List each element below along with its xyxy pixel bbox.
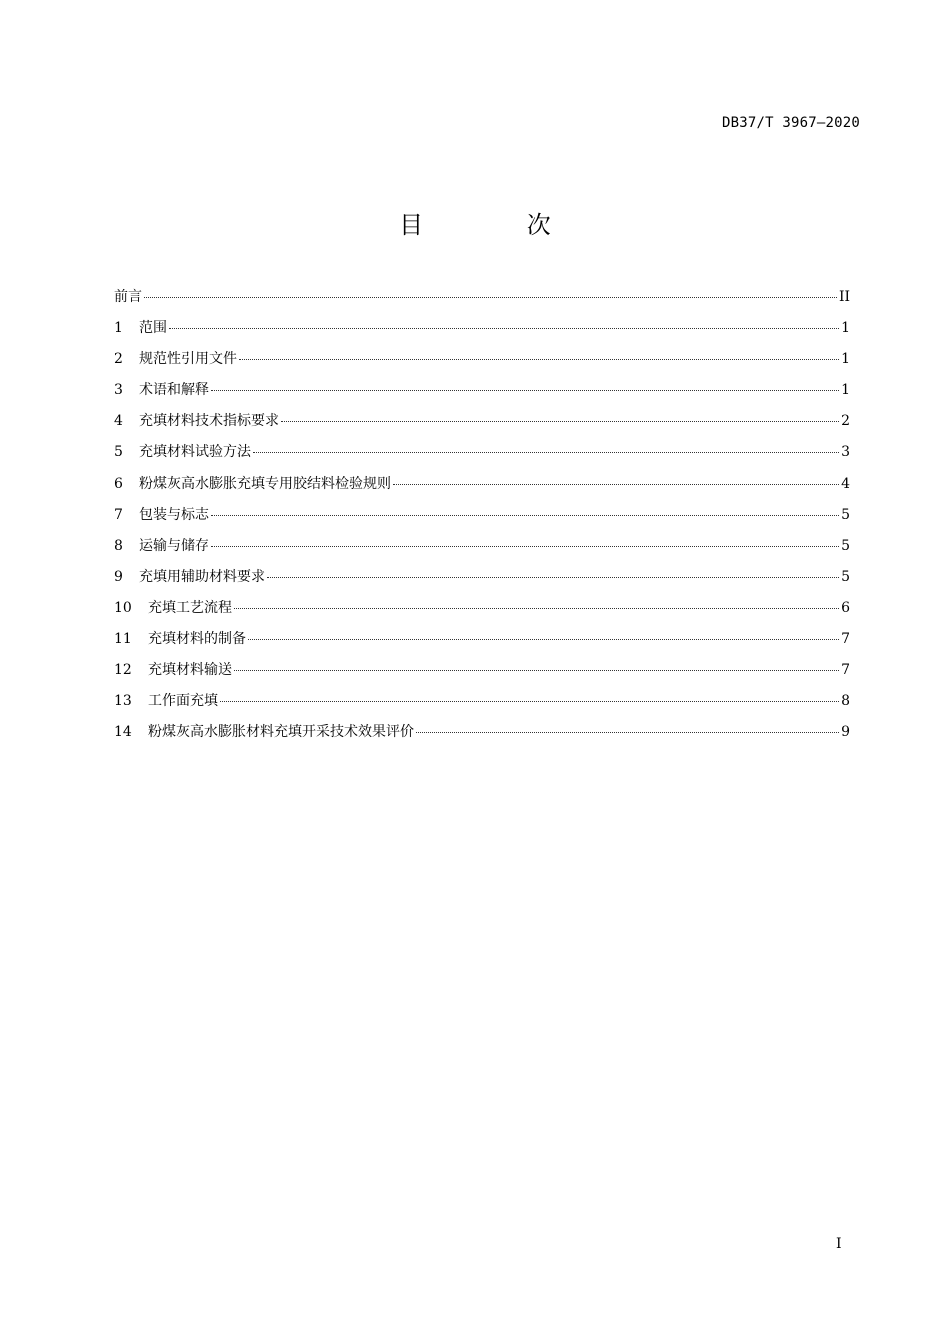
toc-entry-2[interactable] [114,348,850,379]
toc-entry-label: 充填材料的制备 [148,631,246,648]
toc-leader-dots [393,483,839,485]
toc-entry-page: 5 [841,506,850,523]
toc-entry-page: 4 [841,475,850,492]
toc-entry-7[interactable] [114,504,850,535]
toc-entry-5[interactable] [114,441,850,472]
toc-entry-label: 术语和解释 [139,382,209,399]
toc-entry-9[interactable] [114,566,850,597]
toc-entry-page: 8 [841,693,850,710]
toc-entry-number: 5 [114,444,123,461]
toc-entry-page: 3 [841,444,850,461]
toc-entry-page: 5 [841,568,850,585]
toc-leader-dots [220,700,839,702]
toc-entry-page: 6 [841,599,850,616]
toc-entry-number: 2 [114,351,123,368]
toc-leader-dots [253,451,839,453]
toc-leader-dots [281,420,839,422]
toc-leader-dots [267,576,839,578]
toc-entry-number: 4 [114,413,123,430]
toc-entry-page: 5 [841,537,850,554]
toc-entry-number: 11 [114,631,132,648]
toc-entry-11[interactable] [114,628,850,659]
toc-entry-number: 12 [114,662,132,679]
toc-entry-3[interactable] [114,379,850,410]
toc-entry-number: 3 [114,382,123,399]
toc-entry-label: 粉煤灰高水膨胀材料充填开采技术效果评价 [148,724,414,741]
toc-entry-number: 7 [114,506,123,523]
toc-entry-label: 运输与储存 [139,537,209,554]
toc-leader-dots [416,731,839,733]
toc-entry-number: 1 [114,320,123,337]
toc-entry-13[interactable] [114,690,850,721]
toc-entry-1[interactable] [114,317,850,348]
toc-entry-label: 前言 [114,289,142,305]
toc-leader-dots [169,327,839,329]
toc-entry-page: 1 [841,351,850,368]
toc-leader-dots [234,607,839,609]
toc-entry-number: 10 [114,599,132,616]
toc-entry-page: 1 [841,320,850,337]
toc-entry-page: II [838,289,850,305]
toc-entry-label: 粉煤灰高水膨胀充填专用胶结料检验规则 [139,475,391,492]
toc-entry-label: 充填材料试验方法 [139,444,251,461]
toc-entry-number: 13 [114,693,132,710]
document-code: DB37/T 3967—2020 [721,115,860,131]
toc-entry-label: 包装与标志 [139,506,209,523]
toc-leader-dots [248,638,839,640]
toc-leader-dots [239,358,839,360]
toc-entry-number: 14 [114,724,132,741]
toc-entry-label: 充填工艺流程 [148,599,232,616]
toc-entry-page: 2 [841,413,850,430]
toc-entry-label: 充填材料输送 [148,662,232,679]
toc-leader-dots [211,514,839,516]
toc-leader-dots [211,389,839,391]
toc-entry-page: 7 [841,662,850,679]
toc-entry-label: 规范性引用文件 [139,351,237,368]
toc-entry-foreword[interactable] [114,286,850,317]
toc-entry-page: 1 [841,382,850,399]
table-of-contents [114,286,850,752]
toc-title: 目 次 [399,211,599,239]
toc-entry-label: 工作面充填 [148,693,218,710]
toc-leader-dots [211,545,839,547]
toc-entry-label: 充填用辅助材料要求 [139,568,265,585]
toc-entry-6[interactable] [114,473,850,504]
toc-entry-14[interactable] [114,721,850,752]
toc-entry-4[interactable] [114,410,850,441]
toc-entry-label: 充填材料技术指标要求 [139,413,279,430]
page-number: I [836,1236,842,1252]
toc-entry-number: 8 [114,537,123,554]
toc-entry-page: 7 [841,631,850,648]
toc-leader-dots [144,296,837,298]
toc-entry-10[interactable] [114,597,850,628]
toc-leader-dots [234,669,839,671]
toc-entry-page: 9 [841,724,850,741]
toc-entry-12[interactable] [114,659,850,690]
toc-entry-number: 6 [114,475,123,492]
toc-entry-label: 范围 [139,320,167,337]
toc-entry-number: 9 [114,568,123,585]
toc-entry-8[interactable] [114,535,850,566]
